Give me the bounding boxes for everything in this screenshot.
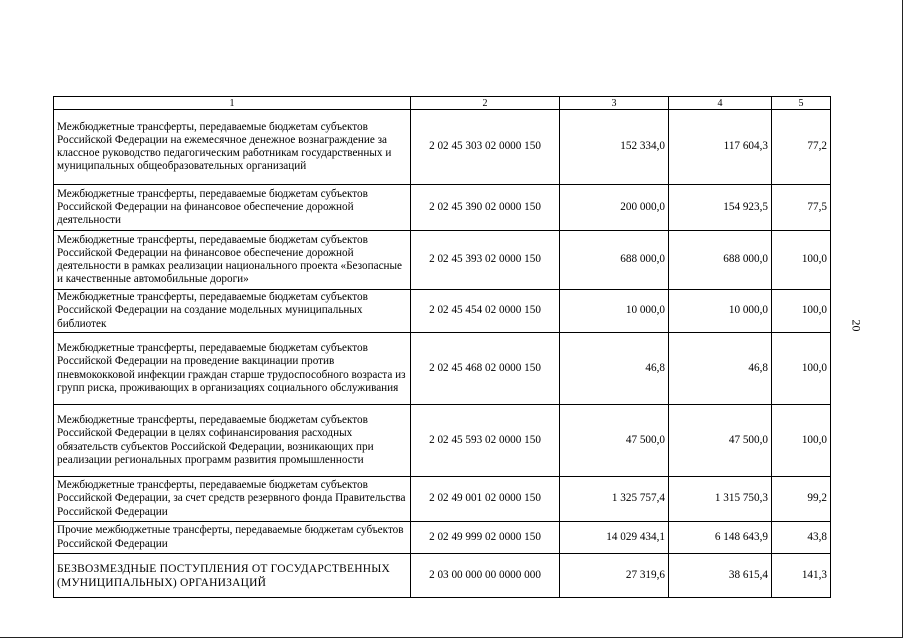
revenue-name: Межбюджетные трансферты, передаваемые бюджетам субъектов Российской Федерации на финансовое обеспечение дорожной деятельности в рамках реализации национального проекта «Безопасные и качественные автомобильные дороги» bbox=[54, 231, 411, 290]
revenue-code: 2 02 45 468 02 0000 150 bbox=[411, 333, 560, 405]
column-number-2: 2 bbox=[411, 97, 560, 110]
revenue-code: 2 02 45 393 02 0000 150 bbox=[411, 231, 560, 290]
plan-amount: 27 319,6 bbox=[560, 554, 669, 598]
execution-percent: 100,0 bbox=[772, 290, 831, 333]
fact-amount: 154 923,5 bbox=[669, 185, 772, 231]
execution-percent: 141,3 bbox=[772, 554, 831, 598]
revenue-code: 2 02 49 999 02 0000 150 bbox=[411, 522, 560, 554]
table-row bbox=[54, 554, 831, 598]
execution-percent: 77,2 bbox=[772, 110, 831, 185]
fact-amount: 6 148 643,9 bbox=[669, 522, 772, 554]
revenue-code: 2 02 45 454 02 0000 150 bbox=[411, 290, 560, 333]
plan-amount: 46,8 bbox=[560, 333, 669, 405]
fact-amount: 46,8 bbox=[669, 333, 772, 405]
fact-amount: 1 315 750,3 bbox=[669, 477, 772, 522]
execution-percent: 99,2 bbox=[772, 477, 831, 522]
execution-percent: 43,8 bbox=[772, 522, 831, 554]
fact-amount: 10 000,0 bbox=[669, 290, 772, 333]
fact-amount: 38 615,4 bbox=[669, 554, 772, 598]
table-row bbox=[54, 405, 831, 477]
column-number-3: 3 bbox=[560, 97, 669, 110]
fact-amount: 117 604,3 bbox=[669, 110, 772, 185]
fact-amount: 47 500,0 bbox=[669, 405, 772, 477]
plan-amount: 1 325 757,4 bbox=[560, 477, 669, 522]
plan-amount: 10 000,0 bbox=[560, 290, 669, 333]
revenue-name: Межбюджетные трансферты, передаваемые бюджетам субъектов Российской Федерации на создание модельных муниципальных библиотек bbox=[54, 290, 411, 333]
fact-amount: 688 000,0 bbox=[669, 231, 772, 290]
revenue-name: Межбюджетные трансферты, передаваемые бюджетам субъектов Российской Федерации в целях софинансирования расходных обязательств субъектов Российской Федерации, возникающих при реализации региональных программ развития промышленности bbox=[54, 405, 411, 477]
revenue-name: Межбюджетные трансферты, передаваемые бюджетам субъектов Российской Федерации на проведение вакцинации против пневмококковой инфекции граждан старше трудоспособного возраста из групп риска, проживающих в организациях социального обслуживания bbox=[54, 333, 411, 405]
column-number-5: 5 bbox=[772, 97, 831, 110]
table-row bbox=[54, 185, 831, 231]
revenue-name: Межбюджетные трансферты, передаваемые бюджетам субъектов Российской Федерации, за счет средств резервного фонда Правительства Российской Федерации bbox=[54, 477, 411, 522]
revenue-name: Межбюджетные трансферты, передаваемые бюджетам субъектов Российской Федерации на ежемесячное денежное вознаграждение за классное руководство педагогическим работникам государственных и муниципальных общеобразовательных организаций bbox=[54, 110, 411, 185]
table-row bbox=[54, 333, 831, 405]
revenue-code: 2 02 45 390 02 0000 150 bbox=[411, 185, 560, 231]
plan-amount: 152 334,0 bbox=[560, 110, 669, 185]
revenue-code: 2 02 45 303 02 0000 150 bbox=[411, 110, 560, 185]
column-number-4: 4 bbox=[669, 97, 772, 110]
plan-amount: 200 000,0 bbox=[560, 185, 669, 231]
budget-table bbox=[53, 96, 831, 598]
plan-amount: 14 029 434,1 bbox=[560, 522, 669, 554]
page-number: 20 bbox=[849, 319, 864, 332]
table-row bbox=[54, 231, 831, 290]
table-row bbox=[54, 522, 831, 554]
revenue-code: 2 02 45 593 02 0000 150 bbox=[411, 405, 560, 477]
table-header-row bbox=[54, 97, 831, 110]
revenue-name: БЕЗВОЗМЕЗДНЫЕ ПОСТУПЛЕНИЯ ОТ ГОСУДАРСТВЕННЫХ (МУНИЦИПАЛЬНЫХ) ОРГАНИЗАЦИЙ bbox=[54, 554, 411, 598]
plan-amount: 47 500,0 bbox=[560, 405, 669, 477]
execution-percent: 100,0 bbox=[772, 231, 831, 290]
execution-percent: 100,0 bbox=[772, 333, 831, 405]
table-row bbox=[54, 477, 831, 522]
execution-percent: 77,5 bbox=[772, 185, 831, 231]
plan-amount: 688 000,0 bbox=[560, 231, 669, 290]
revenue-name: Межбюджетные трансферты, передаваемые бюджетам субъектов Российской Федерации на финансовое обеспечение дорожной деятельности bbox=[54, 185, 411, 231]
table-row bbox=[54, 290, 831, 333]
column-number-1: 1 bbox=[54, 97, 411, 110]
revenue-code: 2 02 49 001 02 0000 150 bbox=[411, 477, 560, 522]
revenue-code: 2 03 00 000 00 0000 000 bbox=[411, 554, 560, 598]
execution-percent: 100,0 bbox=[772, 405, 831, 477]
revenue-name: Прочие межбюджетные трансферты, передаваемые бюджетам субъектов Российской Федерации bbox=[54, 522, 411, 554]
table-row bbox=[54, 110, 831, 185]
